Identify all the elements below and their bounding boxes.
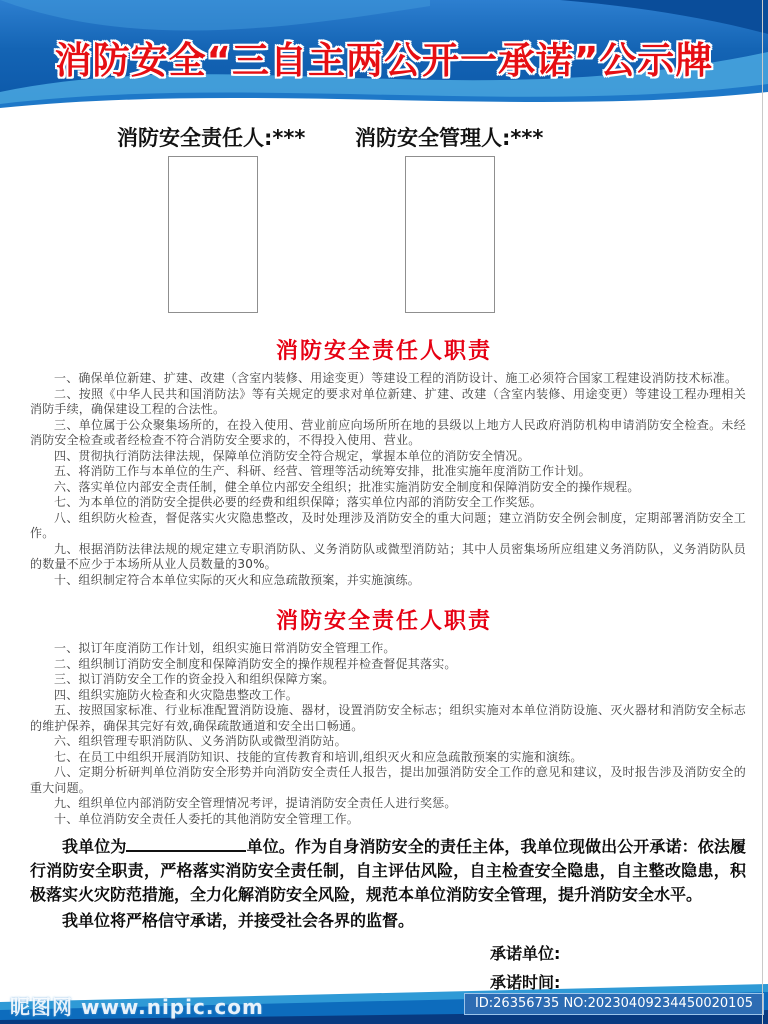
duty-item: 二、按照《中华人民共和国消防法》等有关规定的要求对单位新建、扩建、改建（含室内装修、用途变更）等建设工程办理相关消防手续，确保建设工程的合法性。 bbox=[30, 386, 746, 416]
section-manager-duties bbox=[0, 604, 768, 827]
photo-row bbox=[0, 156, 768, 318]
section2-duty-list bbox=[0, 641, 768, 827]
section2-heading: 消防安全责任人职责 bbox=[275, 609, 492, 634]
duty-item: 三、拟订消防安全工作的资金投入和组织保障方案。 bbox=[54, 672, 335, 686]
header-banner bbox=[0, 0, 768, 110]
responsible-photo-placeholder bbox=[168, 156, 258, 313]
duty-item: 九、组织单位内部消防安全管理情况考评，提请消防安全责任人进行奖惩。 bbox=[54, 796, 457, 810]
duty-item: 六、组织管理专职消防队、义务消防队或微型消防站。 bbox=[54, 734, 347, 748]
duty-item: 五、将消防工作与本单位的生产、科研、经营、管理等活动统筹安排，批准实施年度消防工作计划。 bbox=[54, 464, 591, 478]
page-edge-line bbox=[762, 0, 763, 1024]
commitment-block bbox=[0, 827, 768, 933]
commitment-paragraph bbox=[30, 835, 746, 907]
footer-band bbox=[0, 984, 768, 1024]
commit-time-label: 承诺时间: bbox=[490, 973, 561, 992]
duty-item: 十、单位消防安全责任人委托的其他消防安全管理工作。 bbox=[54, 811, 360, 826]
duty-item: 四、贯彻执行消防法律法规，保障单位消防安全符合规定，掌握本单位的消防安全情况。 bbox=[54, 448, 530, 463]
poster-title: 消防安全“三自主两公开一承诺”公示牌 bbox=[54, 39, 714, 82]
section1-heading: 消防安全责任人职责 bbox=[275, 339, 492, 364]
duty-item: 七、为本单位的消防安全提供必要的经费和组织保障；落实单位内部的消防安全工作奖惩。 bbox=[54, 495, 543, 509]
duty-item: 九、根据消防法律法规的规定建立专职消防队、义务消防队或微型消防站；其中人员密集场所应组建义务消防队，义务消防队员的数量不应少于本场所从业人员数量的30%。 bbox=[30, 541, 746, 571]
duty-item: 十、组织制定符合本单位实际的灭火和应急疏散预案，并实施演练。 bbox=[54, 572, 421, 587]
manager-person-label: 消防安全管理人:*** bbox=[355, 126, 544, 150]
duty-item: 三、单位属于公众聚集场所的，在投入使用、营业前应向场所所在地的县级以上地方人民政府消防机构申请消防安全检查。未经消防安全检查或者经检查不符合消防安全要求的，不得投入使用、营业。 bbox=[30, 417, 746, 447]
duty-item: 二、组织制订消防安全制度和保障消防安全的操作规程并检查督促其落实。 bbox=[54, 656, 457, 671]
section1-duty-list bbox=[0, 371, 768, 588]
duty-item: 五、按照国家标准、行业标准配置消防设施、器材，设置消防安全标志；组织实施对本单位消防设施、灭火器材和消防安全标志的维护保养，确保其完好有效,确保疏散通道和安全出口畅通。 bbox=[30, 703, 746, 733]
watermark-logo: 昵图网 www.nipic.com bbox=[10, 995, 264, 1019]
section-responsible-duties bbox=[0, 334, 768, 588]
duty-item: 六、落实单位内部安全责任制，健全单位内部安全组织；批准实施消防安全制度和保障消防安全的操作规程。 bbox=[54, 479, 640, 494]
unit-name-blank bbox=[126, 836, 246, 852]
commitment-supervision-line: 我单位将严格信守承诺，并接受社会各界的监督。 bbox=[62, 911, 415, 930]
commitment-prefix: 我单位为 bbox=[62, 837, 127, 856]
image-id-badge: ID:26356735 NO:20230409234450020105 bbox=[464, 993, 764, 1015]
duty-item: 一、确保单位新建、扩建、改建（含室内装修、用途变更）等建设工程的消防设计、施工必须符合国家工程建设消防技术标准。 bbox=[54, 371, 738, 385]
duty-item: 八、组织防火检查，督促落实火灾隐患整改，及时处理涉及消防安全的重大问题；建立消防安全例会制度，定期部署消防安全工作。 bbox=[30, 510, 746, 540]
person-labels-row bbox=[0, 122, 768, 152]
duty-item: 八、定期分析研判单位消防安全形势并向消防安全责任人报告，提出加强消防安全工作的意见和建议，及时报告涉及消防安全的重大问题。 bbox=[30, 765, 746, 795]
duty-item: 一、拟订年度消防工作计划，组织实施日常消防安全管理工作。 bbox=[54, 641, 396, 655]
duty-item: 七、在员工中组织开展消防知识、技能的宣传教育和培训,组织灭火和应急疏散预案的实施和演练。 bbox=[54, 749, 583, 764]
commit-unit-label: 承诺单位: bbox=[490, 944, 561, 963]
commitment-suffix: 单位。作为自身消防安全的责任主体，我单位现做出公开承诺：依法履行消防安全职责，严格落实消防安全责任制，自主评估风险，自主检查安全隐患，自主整改隐患，积极落实火灾防范措施，全力化解消防安全风险，规范本单位消防安全管理，提升消防安全水平。 bbox=[30, 837, 746, 904]
manager-photo-placeholder bbox=[405, 156, 495, 313]
responsible-person-label: 消防安全责任人:*** bbox=[117, 126, 306, 150]
duty-item: 四、组织实施防火检查和火灾隐患整改工作。 bbox=[54, 687, 299, 702]
